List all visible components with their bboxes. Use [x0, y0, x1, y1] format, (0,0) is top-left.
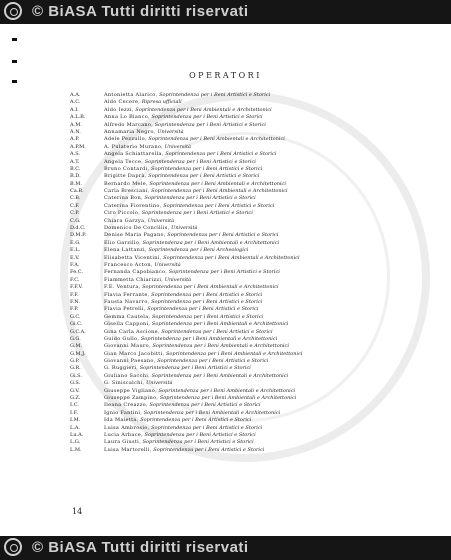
list-item — [70, 329, 430, 336]
list-item — [70, 136, 430, 143]
entry-code: G.V. — [70, 387, 80, 394]
entry-affiliation: Soprintendenza per i Beni Artistici e Storici — [140, 417, 252, 424]
list-item — [70, 129, 430, 136]
entry-affiliation: Soprintendenza per i Beni Artistici e Storici — [168, 269, 280, 276]
list-item — [70, 92, 430, 99]
entry-code: L.M. — [70, 446, 82, 453]
entry-affiliation: Soprintendenza per i Beni Ambientali e Architettonici — [163, 254, 300, 261]
list-item — [70, 432, 430, 439]
entry-code: E.L. — [70, 247, 81, 254]
entry-name: Giuseppe Zampino, — [104, 395, 159, 402]
entry-name: Gina Carla Ascione, — [104, 328, 160, 335]
entry-name: Laura Giusti, — [104, 439, 141, 446]
watermark-seal-icon — [4, 538, 22, 556]
entry-affiliation: Soprintendenza per i Beni Artistici e Storici — [154, 121, 266, 128]
list-item — [70, 203, 430, 210]
entry-text — [104, 410, 280, 417]
entry-code: A.N. — [70, 128, 81, 135]
entry-name: Domenico De Conciliis, — [104, 225, 170, 232]
list-item — [70, 336, 430, 343]
entry-name: G. Ruggieri, — [104, 365, 139, 372]
list-item — [70, 122, 430, 129]
page-heading: OPERATORI — [189, 71, 262, 80]
list-item — [70, 395, 430, 402]
entry-affiliation: Università — [147, 217, 175, 224]
entry-text — [104, 417, 251, 424]
entry-code: G.M.J. — [70, 350, 86, 357]
list-item — [70, 159, 430, 166]
watermark-seal-icon — [4, 2, 22, 20]
entry-affiliation: Soprintendenza per i Beni Artistici e Storici — [151, 291, 263, 298]
entry-text — [104, 277, 191, 284]
entry-affiliation: Soprintendenza per i Beni Ambientali e Architettonici — [165, 350, 303, 357]
entry-code: I.C. — [70, 402, 79, 409]
entry-code: G.M. — [70, 343, 83, 350]
entry-code: G.S. — [70, 380, 81, 387]
entry-text — [104, 358, 268, 365]
entry-affiliation: Università — [146, 380, 173, 387]
entry-affiliation: Soprintendenza per i Beni Ambientali e Architettonici — [159, 395, 297, 402]
list-item — [70, 321, 430, 328]
entry-code: B.C. — [70, 165, 81, 172]
list-item — [70, 195, 430, 202]
entry-code: A.P.M. — [70, 143, 86, 150]
entry-code: A.I. — [70, 106, 79, 113]
entry-affiliation: Soprintendenza per i Beni Artistici e Storici — [141, 210, 253, 217]
entry-affiliation: Soprintendenza per i Beni Artistici e Storici — [148, 173, 260, 180]
entry-affiliation: Università — [154, 261, 181, 268]
entry-name: Lucia Arbace, — [104, 431, 143, 438]
entry-affiliation: Soprintendenza per i Beni Ambientali e Architettonici — [152, 343, 289, 350]
entry-affiliation: Soprintendenza per i Beni Artistici e Storici — [142, 439, 254, 446]
entry-text — [104, 92, 270, 99]
list-item — [70, 417, 430, 424]
entry-code: A.T. — [70, 158, 80, 165]
watermark-band-top — [0, 0, 451, 24]
entry-text — [104, 247, 248, 254]
list-item — [70, 425, 430, 432]
list-item — [70, 314, 430, 321]
entry-affiliation: Soprintendenza per i Beni Artistici e Storici — [161, 328, 273, 335]
entry-text — [104, 188, 288, 195]
entry-text — [104, 151, 276, 158]
entry-affiliation: Università — [171, 225, 198, 232]
entry-name: Bernardo Mele, — [104, 180, 148, 187]
entry-text — [104, 195, 256, 202]
entry-code: C.B. — [70, 195, 81, 202]
entry-text — [104, 395, 296, 402]
list-item — [70, 388, 430, 395]
watermark-band-bottom — [0, 536, 451, 560]
entry-affiliation: Università — [164, 276, 192, 283]
entry-text — [104, 425, 262, 432]
entry-code: C.F. — [70, 202, 80, 209]
entry-name: Alfredo Marcano, — [104, 121, 154, 128]
entry-name: Angela Schiattarella, — [104, 151, 164, 158]
entry-name: Angela Tecce, — [104, 158, 144, 165]
list-item — [70, 343, 430, 350]
entry-code: G.P. — [70, 358, 80, 365]
entry-code: A.M. — [70, 121, 82, 128]
list-item — [70, 107, 430, 114]
entry-name: Elio Garzillo, — [104, 239, 142, 246]
entry-affiliation: Soprintendenza per i Beni Artistici e Storici — [151, 313, 264, 320]
entry-affiliation: Soprintendenza per i Beni Ambientali e Architettonici — [142, 284, 279, 291]
entry-text — [104, 306, 258, 313]
entry-name: Ileana Creazzo, — [104, 402, 148, 409]
entry-affiliation: Soprintendenza per i Beni Artistici e Storici — [151, 424, 263, 431]
entry-name: Caterina Bon, — [104, 195, 143, 202]
entry-code: Lu.A. — [70, 431, 84, 438]
entry-text — [104, 380, 172, 387]
entry-name: Ciro Piccolo, — [104, 210, 141, 217]
list-item — [70, 269, 430, 276]
entry-code: B.D. — [70, 173, 81, 180]
entry-name: Ida Maietta, — [104, 417, 139, 424]
entry-code: A.L.B. — [70, 114, 86, 121]
entry-affiliation: Soprintendenza per i Beni Ambientali e Architettonici — [148, 136, 285, 143]
entry-text — [104, 402, 261, 409]
entry-code: L.G. — [70, 439, 81, 446]
entry-affiliation: Soprintendenza per i Beni Artistici e Storici — [144, 195, 256, 202]
list-item — [70, 114, 430, 121]
entry-code: F.N. — [70, 298, 80, 305]
entry-text — [104, 321, 288, 328]
list-item — [70, 351, 430, 358]
entry-code: A.S. — [70, 151, 81, 158]
entry-code: G.R. — [70, 365, 81, 372]
entry-text — [104, 336, 277, 343]
entry-name: Antonietta Alarico, — [104, 92, 158, 98]
watermark-text: © BiASA Tutti diritti riservati — [32, 539, 249, 556]
entry-name: Guido Gullo, — [104, 335, 140, 342]
entry-name: Luisa Ambrosio, — [104, 424, 150, 431]
entry-text — [104, 99, 182, 106]
page-number: 14 — [72, 507, 83, 516]
entry-code: F.P. — [70, 306, 79, 313]
list-item — [70, 232, 430, 239]
entry-name: A. Pulaterio Murano, — [104, 143, 164, 150]
entry-affiliation: Soprintendenza per i Beni Ambientali e Architettonici — [143, 409, 281, 416]
entry-affiliation: Soprintendenza per i Beni Artistici e Storici — [151, 165, 263, 172]
entry-affiliation: Soprintendenza per i Beni Artistici e Storici — [163, 202, 275, 209]
entry-name: Fernanda Capobianco, — [104, 269, 168, 276]
entry-affiliation: Soprintendenza per i Beni Artistici e Storici — [149, 402, 261, 409]
entry-name: Chiara Garzya, — [104, 217, 147, 224]
entry-affiliation: Soprintendenza per i Beni Artistici e Storici — [151, 298, 263, 305]
entry-text — [104, 432, 256, 439]
entry-text — [104, 439, 254, 446]
entry-text — [104, 255, 300, 262]
entry-name: Carla Bresciani, — [104, 188, 150, 195]
list-item — [70, 299, 430, 306]
list-item — [70, 306, 430, 313]
entry-affiliation: Soprintendenza per i Beni Artistici e Storici — [147, 306, 259, 313]
entry-text — [104, 159, 256, 166]
entry-name: Adele Pezzullo, — [104, 136, 147, 143]
entry-text — [104, 262, 181, 269]
entry-code: A.A. — [70, 92, 81, 98]
entry-affiliation: Soprintendenza per i Beni Artistici e Storici — [159, 92, 271, 98]
list-item — [70, 210, 430, 217]
list-item — [70, 225, 430, 232]
entry-name: Gemma Cautela, — [104, 313, 151, 320]
entry-affiliation: Soprintendenza per i Beni Ambientali e Architettonici — [140, 335, 278, 342]
entry-affiliation: Soprintendenza per i Beni Artistici e Storici — [151, 114, 263, 121]
entry-name: Annamaria Negro, — [104, 128, 156, 135]
entry-name: Brigitte Daprà, — [104, 173, 147, 180]
entry-text — [104, 365, 251, 372]
entry-code: D.M.P. — [70, 232, 87, 239]
entry-code: I.M. — [70, 417, 81, 424]
watermark-text: © BiASA Tutti diritti riservati — [32, 3, 249, 20]
entry-code: C.G. — [70, 217, 81, 224]
entry-text — [104, 122, 266, 129]
entry-code: C.P. — [70, 210, 80, 217]
list-item — [70, 144, 430, 151]
list-item — [70, 284, 430, 291]
entry-text — [104, 292, 262, 299]
entry-affiliation: Soprintendenza per i Beni Artistici e Storici — [139, 365, 251, 372]
list-item — [70, 247, 430, 254]
entry-name: Gian Marco Jacobitti, — [104, 350, 165, 357]
entry-affiliation: Soprintendenza per i Beni Artistici e Storici — [144, 431, 256, 438]
entry-name: Caterina Fiorentino, — [104, 202, 162, 209]
entry-name: Giovanni Mauro, — [104, 343, 151, 350]
entry-code: L.A. — [70, 424, 81, 431]
entry-name: Aldo Cecere, — [104, 99, 141, 106]
entry-text — [104, 114, 263, 121]
list-item — [70, 173, 430, 180]
list-item — [70, 151, 430, 158]
entry-affiliation: Soprintendenza per i Beni Artistici e Storici — [144, 158, 256, 165]
entry-name: Gisella Capponi, — [104, 321, 151, 328]
entry-text — [104, 232, 278, 239]
entry-text — [104, 351, 302, 358]
entry-text — [104, 388, 295, 395]
entry-affiliation: Soprintendenza per i Beni Ambientali e Architettonici — [151, 188, 288, 195]
entry-name: Francesco Acton, — [104, 261, 153, 268]
list-item — [70, 255, 430, 262]
entry-name: Flavia Petrelli, — [104, 306, 146, 313]
entry-affiliation: Soprintendenza per i Beni Artistici e Storici — [167, 232, 279, 239]
entry-code: F.F.V. — [70, 284, 83, 291]
list-item — [70, 188, 430, 195]
entry-code: Gi.S. — [70, 372, 83, 379]
entry-name: Fausta Navarro, — [104, 298, 150, 305]
entry-name: F.E. Ventura, — [104, 284, 141, 291]
list-item — [70, 447, 430, 454]
entry-text — [104, 203, 274, 210]
list-item — [70, 181, 430, 188]
entry-affiliation: Soprintendenza per i Beni Ambientali e Architettonici — [158, 387, 296, 394]
entry-code: G.G. — [70, 335, 81, 342]
entry-affiliation: Ripresa ufficiali — [141, 99, 182, 106]
entry-name: Giuliano Sacchi, — [104, 372, 151, 379]
entry-code: Fe.C. — [70, 269, 83, 276]
entry-text — [104, 343, 289, 350]
entry-code: A.P. — [70, 136, 80, 143]
list-item — [70, 99, 430, 106]
entry-affiliation: Soprintendenza per i Beni Ambientali e Architettonici — [151, 372, 289, 379]
entry-name: Anna Lo Bianco, — [104, 114, 150, 121]
entry-affiliation: Soprintendenza per i Beni Archeologici — [148, 247, 249, 254]
entry-code: G.C.A. — [70, 328, 86, 335]
entry-text — [104, 284, 279, 291]
entry-text — [104, 329, 273, 336]
entry-name: Flavia Ferrante, — [104, 291, 150, 298]
list-item — [70, 380, 430, 387]
entry-affiliation: Soprintendenza per i Beni Artistici e Storici — [165, 151, 277, 158]
entry-text — [104, 447, 264, 454]
entry-affiliation: Soprintendenza per i Beni Artistici e Storici — [157, 358, 269, 365]
entry-text — [104, 269, 280, 276]
scan-margin-mark — [12, 60, 17, 63]
entry-code: I.F. — [70, 409, 78, 416]
list-item — [70, 365, 430, 372]
entry-text — [104, 210, 253, 217]
entry-name: Elena Lattanzi, — [104, 247, 147, 254]
list-item — [70, 218, 430, 225]
entry-name: Giovanni Paesano, — [104, 358, 156, 365]
entry-affiliation: Soprintendenza per i Beni Ambientali e Architettonici — [142, 239, 280, 246]
entry-text — [104, 314, 263, 321]
entry-name: Fiammetta Chiarizzi, — [104, 276, 164, 283]
entry-name: Denise Maria Pagano, — [104, 232, 166, 239]
entry-text — [104, 107, 272, 114]
list-item — [70, 292, 430, 299]
entry-text — [104, 136, 285, 143]
entry-code: G.Z. — [70, 395, 81, 402]
entry-code: G.C. — [70, 313, 81, 320]
entry-text — [104, 218, 174, 225]
entry-name: Ignio Fantini, — [104, 409, 143, 416]
entry-code: F.A. — [70, 261, 80, 268]
scan-margin-mark — [12, 38, 17, 41]
entry-code: D.d.C. — [70, 225, 86, 232]
list-item — [70, 402, 430, 409]
operators-list — [70, 92, 430, 454]
list-item — [70, 240, 430, 247]
entry-text — [104, 225, 197, 232]
entry-affiliation: Soprintendenza per i Beni Ambientali e Architettonici — [149, 180, 286, 187]
entry-name: Aldo Iezzi, — [104, 106, 134, 113]
entry-affiliation: Università — [157, 128, 184, 135]
entry-name: Bruno Contardi, — [104, 165, 150, 172]
entry-affiliation: Università — [164, 143, 192, 150]
entry-code: F.F. — [70, 291, 79, 298]
entry-text — [104, 173, 259, 180]
list-item — [70, 410, 430, 417]
scan-margin-mark — [12, 80, 17, 83]
entry-text — [104, 129, 184, 136]
entry-text — [104, 299, 262, 306]
entry-name: Elisabetta Vicentini, — [104, 254, 162, 261]
entry-name: Luisa Martorelli, — [104, 446, 152, 453]
entry-code: E.V. — [70, 254, 80, 261]
entry-affiliation: Soprintendenza per i Beni Ambientali e Architettonici — [135, 106, 272, 113]
list-item — [70, 277, 430, 284]
entry-name: Giuseppe Vigliano, — [104, 387, 158, 394]
entry-text — [104, 181, 286, 188]
list-item — [70, 358, 430, 365]
entry-code: A.C. — [70, 99, 81, 106]
entry-affiliation: Soprintendenza per i Beni Ambientali e Architettonici — [151, 321, 289, 328]
entry-code: E.G. — [70, 239, 81, 246]
entry-text — [104, 240, 279, 247]
entry-code: Gi.C. — [70, 321, 83, 328]
list-item — [70, 439, 430, 446]
entry-affiliation: Soprintendenza per i Beni Artistici e Storici — [153, 446, 265, 453]
list-item — [70, 262, 430, 269]
entry-text — [104, 144, 191, 151]
entry-code: Ca.B. — [70, 188, 84, 195]
entry-code: F.C. — [70, 276, 80, 283]
entry-code: B.M. — [70, 180, 82, 187]
entry-name: G. Siniscalchi, — [104, 380, 145, 387]
